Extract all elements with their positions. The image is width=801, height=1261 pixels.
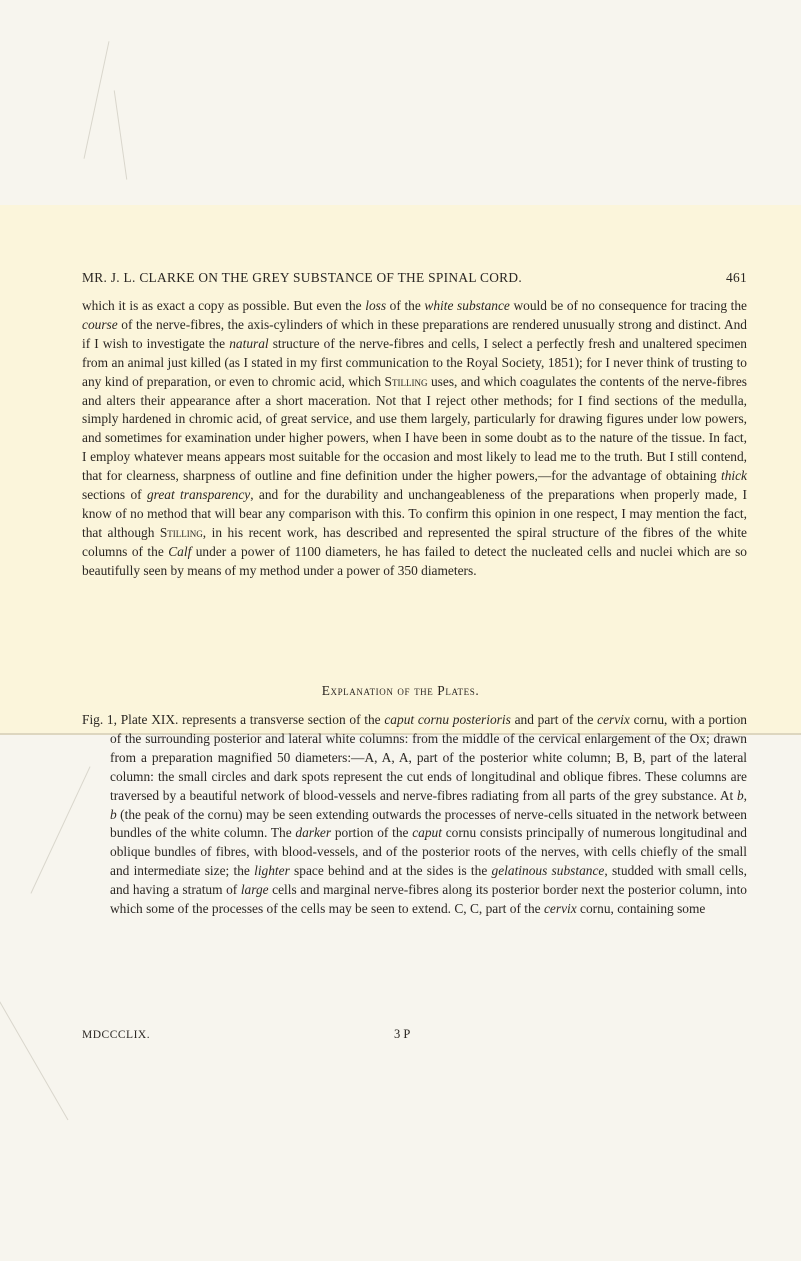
page-number: 461: [726, 270, 747, 285]
signature-mark: 3 P: [394, 1027, 411, 1041]
scan-crease: [84, 41, 110, 159]
small-caps-run: Stilling: [159, 524, 203, 540]
text-run: cells and marginal nerve-fibres along its posterior border next the posterior column, into which some of the processes of the cells may be seen to extend. C, C, part of the: [110, 882, 748, 917]
text-run: , studded with small cells, and having a stratum of: [110, 863, 747, 898]
italic-run: loss: [365, 298, 387, 313]
text-run: uses, and which coagulates the contents of the nerve-fibres and alters their appearance after a short maceration. Not that I reject other methods; for I find sections of the medulla, simply hardened in chromic acid, of great service, and use them largely, particularly for drawing figures under low powers, and sometimes for examination under higher powers, when I have been in some doubt as to the nature of the tissue. In fact, I employ whatever means appears most suitable for the occasion and most likely to lead me to the truth. But I still contend, that for clearness, sharpness of outline and fine definition under the higher powers,—for the advantage of obtaining: [82, 373, 747, 484]
figure-explanation: [82, 711, 747, 919]
scan-crease: [114, 90, 128, 179]
scan-crease: [0, 990, 68, 1120]
text-run: would be of no consequence for tracing the: [509, 298, 747, 313]
text-run: which it is as exact a copy as possible. But even the: [82, 298, 366, 313]
italic-run: cervix: [543, 901, 577, 917]
italic-run: darker: [295, 825, 332, 841]
text-run: , in his recent work, has described and represented the spiral structure of the fibres of the white columns of the: [82, 524, 747, 559]
italic-run: b: [736, 787, 744, 803]
body-paragraph: [82, 297, 747, 581]
running-header: [82, 270, 747, 290]
text-run: cornu, containing some: [576, 901, 706, 917]
section-heading: Explanation of the Plates.: [321, 683, 480, 698]
italic-run: natural: [229, 335, 269, 351]
italic-run: lighter: [254, 863, 290, 879]
paragraph-1: [82, 297, 747, 581]
italic-run: large: [240, 882, 269, 898]
text-run: structure of the nerve-fibres and cells, I select a perfectly fresh and unaltered specimen from an animal just killed (as I stated in my first communication to the Royal Society, 1851); for I never think of trusting to any kind of preparation, or even to chromic acid, which: [82, 335, 747, 389]
italic-run: b: [110, 806, 117, 822]
italic-run: course: [82, 316, 118, 332]
text-run: portion of the: [331, 825, 413, 841]
text-run: cornu, with a portion of the surrounding posterior and lateral white columns: from the middle of the cervical enlargement of the Ox; drawn from a preparation magnified 50 diameters:—A, A, A, part of the posterior white column; B, B, part of the lateral column: the small circles and dark spots represent the cut ends of longitudinal and oblique fibres. These columns are traversed by a beautiful network of blood-vessels and nerve-fibres radiating from all parts of the grey substance. At: [110, 712, 747, 803]
text-run: of the: [386, 298, 425, 313]
year-mark: MDCCCLIX.: [82, 1029, 151, 1041]
text-run: and part of the: [510, 712, 598, 727]
page-footer: [82, 1027, 747, 1045]
text-run: sections of: [82, 487, 147, 503]
italic-run: white substance: [424, 298, 510, 313]
text-run: (the peak of the cornu) may be seen extending outwards the processes of nerve-cells situated in the network between bundles of the white column. The: [110, 806, 747, 841]
text-run: Fig. 1, Plate XIX. represents a transverse section of the: [82, 712, 385, 727]
italic-run: great transparency: [146, 487, 251, 503]
small-caps-run: Stilling: [384, 373, 428, 389]
figure-1-description: [82, 711, 747, 919]
italic-run: cervix: [597, 712, 630, 727]
text-run: space behind and at the sides is the: [289, 863, 492, 879]
italic-run: gelatinous substance: [491, 863, 605, 879]
text-run: cornu consists principally of numerous longitudinal and oblique bundles of fibres, with blood-vessels, and of the posterior roots of the nerves, with cells chiefly of the small and intermediate size; the: [110, 825, 747, 879]
italic-run: caput cornu posterioris: [384, 712, 511, 727]
italic-run: Calf: [168, 543, 192, 559]
italic-run: thick: [720, 468, 747, 484]
italic-run: caput: [412, 825, 442, 841]
text-run: , and for the durability and unchangeableness of the preparations when properly made, I know of no method that will bear any comparison with this. To confirm this opinion in one respect, I may mention the fact, that although: [82, 487, 747, 540]
text-run: under a power of 1100 diameters, he has failed to detect the nucleated cells and nuclei which are so beautifully seen by means of my method under a power of 350 diameters.: [82, 543, 747, 578]
text-run: of the nerve-fibres, the axis-cylinders of which in these preparations are rendered unusually strong and distinct. And if I wish to investigate the: [82, 316, 747, 351]
running-title: MR. J. L. CLARKE ON THE GREY SUBSTANCE OF THE SPINAL CORD.: [82, 270, 523, 285]
text-run: ,: [743, 787, 747, 803]
